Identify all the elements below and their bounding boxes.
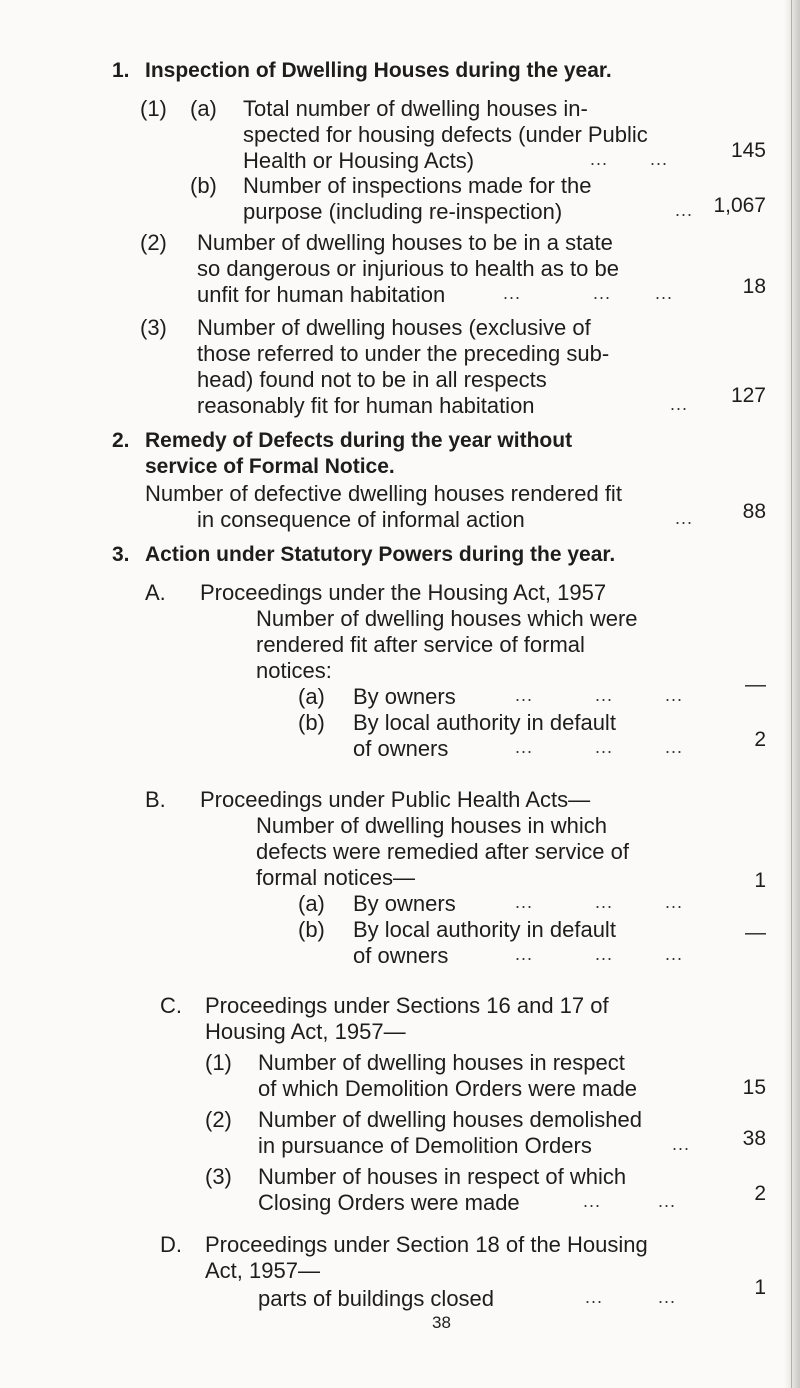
item-1a-line-2: spected for housing defects (under Public xyxy=(243,122,648,147)
section-2-title-line-1: Remedy of Defects during the year without xyxy=(145,429,573,452)
section-3d-label: D. xyxy=(160,1232,182,1257)
section-3b-b-value: — xyxy=(745,921,766,944)
section-3a-a-label: (a) xyxy=(298,684,325,709)
item-3-value: 127 xyxy=(730,384,766,407)
leader-dots: ... xyxy=(595,892,614,912)
section-3c-line-2: Housing Act, 1957— xyxy=(205,1019,406,1044)
section-3b-line-1: Proceedings under Public Health Acts— xyxy=(200,787,591,812)
item-1b-line-1: Number of inspections made for the xyxy=(243,173,592,198)
leader-dots: ... xyxy=(515,685,534,705)
section-3a-b-line-2: of owners xyxy=(353,736,449,761)
item-3-line-1: Number of dwelling houses (exclusive of xyxy=(197,315,591,340)
leader-dots: ... xyxy=(658,1287,677,1307)
section-3c-line-1: Proceedings under Sections 16 and 17 of xyxy=(205,993,609,1018)
section-3d-line-2: Act, 1957— xyxy=(205,1258,320,1283)
leader-dots: ... xyxy=(658,1191,677,1211)
item-1a-line-1: Total number of dwelling houses in- xyxy=(243,96,588,121)
item-3-label: (3) xyxy=(140,315,167,340)
leader-dots: ... xyxy=(665,685,684,705)
leader-dots: ... xyxy=(593,283,612,303)
leader-dots: ... xyxy=(665,737,684,757)
item-1b-label: (b) xyxy=(190,173,217,198)
item-2-label: (2) xyxy=(140,230,167,255)
leader-dots: ... xyxy=(583,1191,602,1211)
section-3b-line-4: formal notices— xyxy=(256,865,415,890)
section-2-value: 88 xyxy=(742,500,766,523)
leader-dots: ... xyxy=(595,737,614,757)
item-3-line-2: those referred to under the preceding sub- xyxy=(197,341,610,366)
section-2-number: 2. xyxy=(112,429,130,452)
section-3c-3-label: (3) xyxy=(205,1164,232,1189)
item-1a-label: (a) xyxy=(190,96,217,121)
section-3b-a-value: 1 xyxy=(754,869,766,892)
section-3a-line-1: Proceedings under the Housing Act, 1957 xyxy=(200,580,607,605)
section-3c-3-value: 2 xyxy=(754,1182,766,1205)
section-3c-2-label: (2) xyxy=(205,1107,232,1132)
item-1b-line-2: purpose (including re-inspection) xyxy=(243,199,563,224)
page-edge-shadow xyxy=(784,0,800,1388)
section-3d-line-1: Proceedings under Section 18 of the Housing xyxy=(205,1232,648,1257)
section-3a-b-line-1: By local authority in default xyxy=(353,710,616,735)
page-edge-line xyxy=(791,0,792,1388)
item-2-line-1: Number of dwelling houses to be in a state xyxy=(197,230,613,255)
item-2-line-2: so dangerous or injurious to health as to be xyxy=(197,256,619,281)
item-1a-line-3: Health or Housing Acts) xyxy=(243,148,475,173)
leader-dots: ... xyxy=(665,892,684,912)
item-1a-value: 145 xyxy=(730,139,766,162)
section-3b-b-label: (b) xyxy=(298,917,325,942)
section-3-number: 3. xyxy=(112,543,130,566)
page-number: 38 xyxy=(432,1313,451,1332)
section-3d-line-3: parts of buildings closed xyxy=(258,1286,495,1311)
section-3b-b-line-1: By local authority in default xyxy=(353,917,616,942)
item-2-value: 18 xyxy=(742,275,766,298)
section-3c-2-value: 38 xyxy=(742,1127,766,1150)
section-3a-label: A. xyxy=(145,580,166,605)
section-3a-line-3: rendered fit after service of formal xyxy=(256,632,585,657)
leader-dots: ... xyxy=(675,508,694,528)
leader-dots: ... xyxy=(595,685,614,705)
section-1-title: Inspection of Dwelling Houses during the year. xyxy=(145,59,612,82)
section-3b-label: B. xyxy=(145,787,166,812)
section-3c-1-line-2: of which Demolition Orders were made xyxy=(258,1076,638,1101)
section-3-title: Action under Statutory Powers during the year. xyxy=(145,543,616,566)
leader-dots: ... xyxy=(672,1134,691,1154)
section-3b-b-line-2: of owners xyxy=(353,943,449,968)
section-3c-2-line-2: in pursuance of Demolition Orders xyxy=(258,1133,592,1158)
section-3a-b-value: 2 xyxy=(754,728,766,751)
section-3b-a-text: By owners xyxy=(353,891,456,916)
leader-dots: ... xyxy=(515,737,534,757)
leader-dots: ... xyxy=(590,149,609,169)
leader-dots: ... xyxy=(515,944,534,964)
section-3c-1-value: 15 xyxy=(742,1076,766,1099)
section-3b-line-3: defects were remedied after service of xyxy=(256,839,629,864)
section-2-text-line-1: Number of defective dwelling houses rendered fit xyxy=(145,481,622,506)
section-3c-2-line-1: Number of dwelling houses demolished xyxy=(258,1107,642,1132)
section-3c-3-line-1: Number of houses in respect of which xyxy=(258,1164,627,1189)
leader-dots: ... xyxy=(655,283,674,303)
section-3b-a-label: (a) xyxy=(298,891,325,916)
section-3a-a-value: — xyxy=(745,673,766,696)
section-3c-1-line-1: Number of dwelling houses in respect xyxy=(258,1050,625,1075)
leader-dots: ... xyxy=(650,149,669,169)
section-3c-1-label: (1) xyxy=(205,1050,232,1075)
section-3c-label: C. xyxy=(160,993,182,1018)
section-2-title-line-2: service of Formal Notice. xyxy=(145,455,395,478)
leader-dots: ... xyxy=(503,283,522,303)
item-3-line-3: head) found not to be in all respects xyxy=(197,367,547,392)
leader-dots: ... xyxy=(665,944,684,964)
leader-dots: ... xyxy=(515,892,534,912)
section-3a-line-4: notices: xyxy=(256,658,332,683)
section-3c-3-line-2: Closing Orders were made xyxy=(258,1190,520,1215)
section-3a-a-text: By owners xyxy=(353,684,456,709)
item-3-line-4: reasonably fit for human habitation xyxy=(197,393,535,418)
section-3b-line-2: Number of dwelling houses in which xyxy=(256,813,607,838)
leader-dots: ... xyxy=(595,944,614,964)
section-3a-line-2: Number of dwelling houses which were xyxy=(256,606,638,631)
leader-dots: ... xyxy=(675,200,694,220)
section-1-number: 1. xyxy=(112,59,130,82)
item-1b-value: 1,067 xyxy=(713,194,766,217)
section-2-text-line-2: in consequence of informal action xyxy=(197,507,525,532)
section-3a-b-label: (b) xyxy=(298,710,325,735)
item-2-line-3: unfit for human habitation xyxy=(197,282,446,307)
leader-dots: ... xyxy=(585,1287,604,1307)
section-3d-value: 1 xyxy=(754,1276,766,1299)
item-1-label: (1) xyxy=(140,96,167,121)
leader-dots: ... xyxy=(670,394,689,414)
